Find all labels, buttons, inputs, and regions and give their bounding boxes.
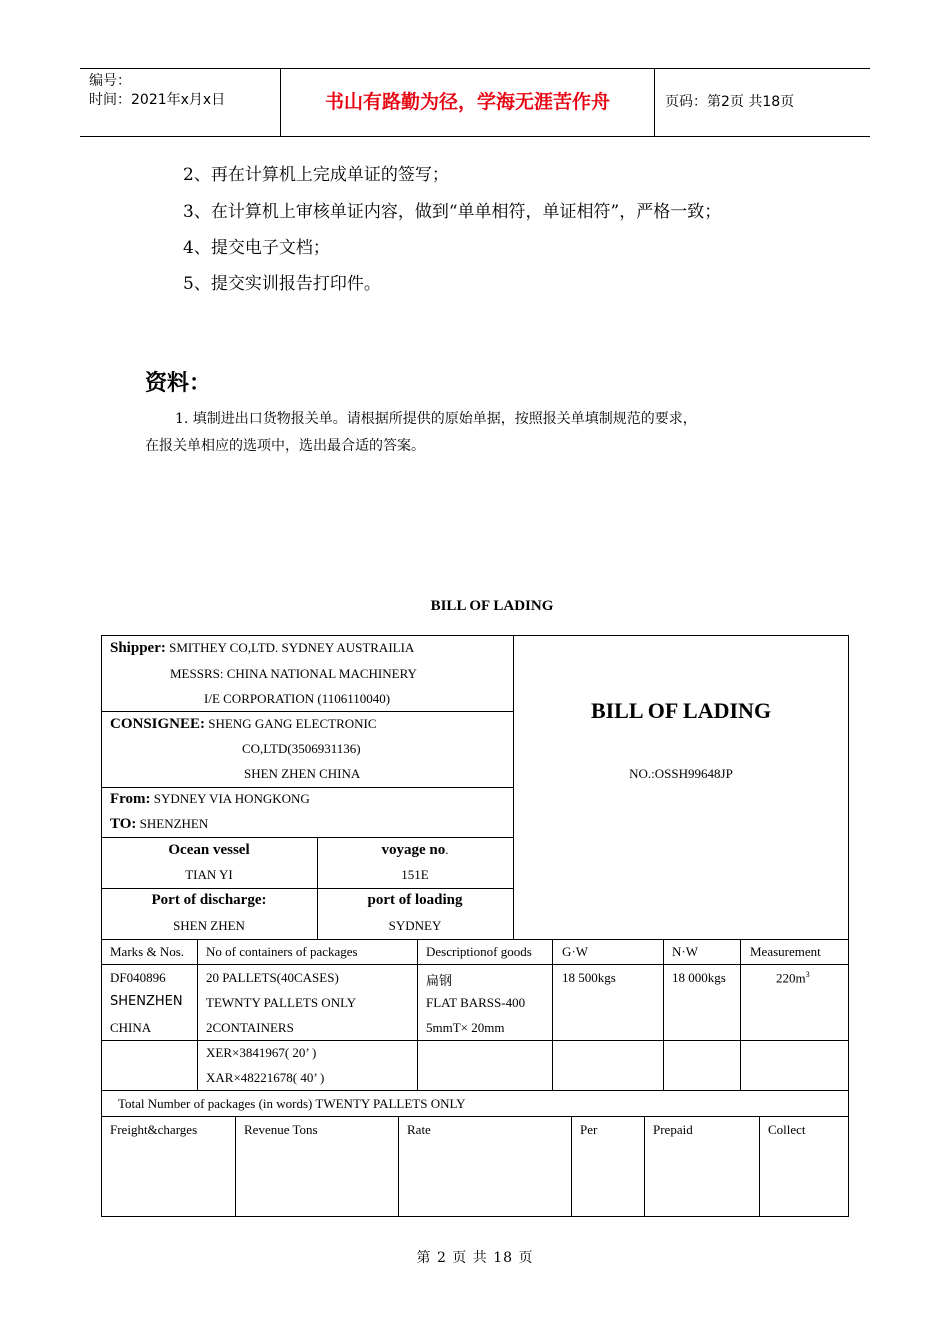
prepaid: Prepaid bbox=[653, 1122, 693, 1137]
discharge-label: Port of discharge: bbox=[151, 892, 267, 908]
consignee-label: CONSIGNEE: bbox=[110, 716, 206, 732]
line-row2 bbox=[101, 1090, 849, 1091]
bol-number: NO.:OSSH99648JP bbox=[629, 766, 733, 781]
freight-line-1 bbox=[235, 1116, 236, 1217]
container-1: XER×3841967( 20’ ) bbox=[206, 1045, 317, 1060]
number-label: 编号： bbox=[89, 73, 131, 89]
col-line-2 bbox=[417, 939, 418, 1090]
nw-value: 18 000kgs bbox=[672, 970, 726, 985]
measurement-number: 220m bbox=[776, 970, 806, 986]
line-total bbox=[101, 1116, 849, 1117]
marks-1: DF040896 bbox=[110, 970, 166, 985]
collect: Collect bbox=[768, 1122, 806, 1137]
freight-charges: Freight&charges bbox=[110, 1122, 198, 1137]
line-columns-top bbox=[101, 939, 849, 940]
from-value: SYDNEY VIA HONGKONG bbox=[153, 791, 310, 806]
line-columns-bottom bbox=[101, 964, 849, 965]
marks-2: SHENZHEN bbox=[110, 994, 183, 1009]
col-packages: No of containers of packages bbox=[206, 944, 358, 959]
from-label: From: bbox=[110, 791, 151, 807]
packages-2: TEWNTY PALLETS ONLY bbox=[206, 995, 357, 1010]
shipper-line-3: I/E CORPORATION (1106110040) bbox=[204, 691, 391, 706]
revenue-tons: Revenue Tons bbox=[244, 1122, 318, 1137]
to-label: TO: bbox=[110, 816, 137, 832]
upper-divider bbox=[513, 635, 514, 939]
bol-title: BILL OF LADING bbox=[430, 598, 554, 614]
shipper-label: Shipper: bbox=[110, 640, 166, 656]
step-4: 4、提交电子文档； bbox=[183, 238, 330, 258]
col-line-5 bbox=[740, 939, 741, 1090]
description-2: FLAT BARSS-400 bbox=[426, 995, 526, 1010]
packages-1: 20 PALLETS(40CASES) bbox=[206, 970, 339, 985]
loading-label: port of loading bbox=[367, 892, 463, 908]
step-2: 2、再在计算机上完成单证的签写； bbox=[183, 165, 449, 185]
page-header bbox=[80, 68, 870, 137]
col-line-4 bbox=[663, 939, 664, 1090]
consignee-line-3: SHEN ZHEN CHINA bbox=[244, 766, 361, 781]
voyage-label: voyage no bbox=[381, 842, 446, 858]
measurement-value bbox=[776, 970, 810, 986]
total-packages: Total Number of packages (in words) TWENTY PALLETS ONLY bbox=[118, 1096, 466, 1111]
line-from bbox=[101, 837, 513, 838]
loading-value: SYDNEY bbox=[388, 918, 442, 933]
freight-line-3 bbox=[571, 1116, 572, 1217]
voyage-field bbox=[317, 842, 513, 859]
shipper-line-1: SMITHEY CO,LTD. SYDNEY AUSTRAILIA bbox=[169, 640, 415, 655]
packages-3: 2CONTAINERS bbox=[206, 1020, 294, 1035]
time-label: 时间：2021年x月x日 bbox=[89, 92, 226, 108]
bol-big-title: BILL OF LADING bbox=[590, 698, 772, 723]
section-title: 资料： bbox=[145, 371, 212, 396]
col-nw: N·W bbox=[672, 944, 698, 959]
header-motto: 书山有路勤为径，学海无涯苦作舟 bbox=[281, 69, 655, 136]
measurement-sup: 3 bbox=[805, 970, 810, 979]
from-field bbox=[110, 791, 310, 808]
col-line-3 bbox=[552, 939, 553, 1090]
col-gw: G·W bbox=[562, 944, 588, 959]
page-footer: 第 2 页 共 18 页 bbox=[416, 1250, 534, 1266]
line-consignee bbox=[101, 787, 513, 788]
discharge-value: SHEN ZHEN bbox=[173, 918, 245, 933]
line-vessel bbox=[101, 888, 513, 889]
voyage-dot: . bbox=[445, 842, 449, 857]
shipper-line-2: MESSRS: CHINA NATIONAL MACHINERY bbox=[170, 666, 417, 681]
line-shipper bbox=[101, 711, 513, 712]
intro-line-2: 在报关单相应的选项中，选出最合适的答案。 bbox=[145, 438, 425, 454]
col-line-1 bbox=[197, 939, 198, 1090]
step-3: 3、在计算机上审核单证内容，做到“单单相符，单证相符”，严格一致； bbox=[183, 202, 722, 222]
to-value: SHENZHEN bbox=[139, 816, 209, 831]
header-page-info: 页码：第2页 共18页 bbox=[665, 94, 795, 110]
consignee-line-1: SHENG GANG ELECTRONIC bbox=[208, 716, 377, 731]
description-3: 5mmT× 20mm bbox=[426, 1020, 505, 1035]
freight-line-2 bbox=[398, 1116, 399, 1217]
header-meta bbox=[80, 69, 281, 136]
freight-line-4 bbox=[644, 1116, 645, 1217]
line-row1 bbox=[101, 1040, 849, 1041]
col-description: Descriptionof goods bbox=[426, 944, 532, 959]
consignee-field bbox=[110, 716, 377, 733]
gw-value: 18 500kgs bbox=[562, 970, 616, 985]
consignee-line-2: CO,LTD(3506931136) bbox=[242, 741, 361, 756]
per: Per bbox=[580, 1122, 598, 1137]
vessel-label: Ocean vessel bbox=[168, 842, 250, 858]
rate: Rate bbox=[407, 1122, 431, 1137]
intro-line-1: 1. 填制进出口货物报关单。请根据所提供的原始单据，按照报关单填制规范的要求， bbox=[175, 411, 697, 427]
container-2: XAR×48221678( 40’ ) bbox=[206, 1070, 325, 1085]
marks-3: CHINA bbox=[110, 1020, 152, 1035]
vessel-value: TIAN YI bbox=[185, 867, 233, 882]
description-1: 扁钢 bbox=[426, 974, 453, 989]
shipper-field bbox=[110, 640, 414, 657]
step-5: 5、提交实训报告打印件。 bbox=[183, 274, 381, 294]
voyage-value: 151E bbox=[401, 867, 429, 882]
col-marks: Marks & Nos. bbox=[110, 944, 185, 959]
to-field bbox=[110, 816, 208, 833]
col-measurement: Measurement bbox=[750, 944, 821, 959]
freight-line-5 bbox=[759, 1116, 760, 1217]
